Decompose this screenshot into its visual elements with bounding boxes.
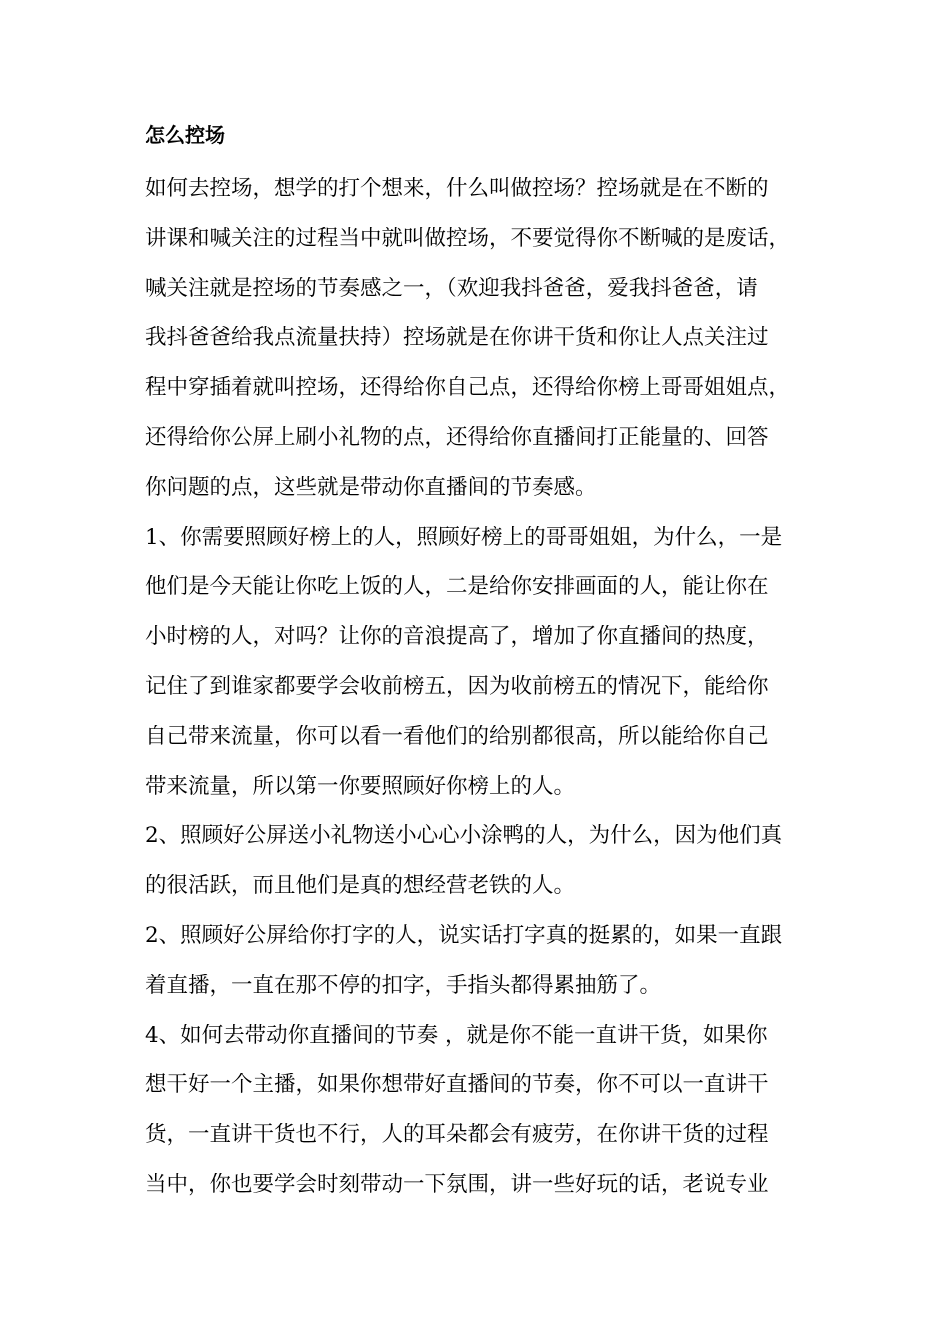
text-line: 程中穿插着就叫控场，还得给你自己点，还得给你榜上哥哥姐姐点， <box>145 376 791 401</box>
document-body <box>145 177 835 1223</box>
text-line: 2、照顾好公屏给你打字的人，说实话打字真的挺累的，如果一直跟 <box>145 923 783 948</box>
text-line: 2、照顾好公屏送小礼物送小心心小涂鸭的人，为什么，因为他们真 <box>145 824 783 849</box>
text-line: 着直播，一直在那不停的扣字，手指头都得累抽筋了。 <box>145 973 662 998</box>
text-line: 的很活跃，而且他们是真的想经营老铁的人。 <box>145 874 576 899</box>
text-line: 1、你需要照顾好榜上的人，照顾好榜上的哥哥姐姐，为什么，一是 <box>145 525 783 550</box>
text-line: 他们是今天能让你吃上饭的人，二是给你安排画面的人，能让你在 <box>145 575 769 600</box>
text-line: 货，一直讲干货也不行，人的耳朵都会有疲劳，在你讲干货的过程 <box>145 1123 769 1148</box>
text-line: 你问题的点，这些就是带动你直播间的节奏感。 <box>145 475 597 500</box>
text-line: 喊关注就是控场的节奏感之一，（欢迎我抖爸爸，爱我抖爸爸，请 <box>145 276 758 301</box>
text-line: 4、如何去带动你直播间的节奏 ，就是你不能一直讲干货，如果你 <box>145 1023 768 1048</box>
document-title: 怎么控场 <box>145 123 225 147</box>
text-line: 想干好一个主播，如果你想带好直播间的节奏，你不可以一直讲干 <box>145 1073 769 1098</box>
text-line: 如何去控场，想学的打个想来，什么叫做控场？控场就是在不断的 <box>145 177 769 201</box>
text-line: 还得给你公屏上刷小礼物的点，还得给你直播间打正能量的、回答 <box>145 425 769 450</box>
text-line: 小时榜的人，对吗？让你的音浪提高了，增加了你直播间的热度， <box>145 625 769 650</box>
text-line: 自己带来流量，你可以看一看他们的给别都很高，所以能给你自己 <box>145 724 769 749</box>
text-line: 记住了到谁家都要学会收前榜五，因为收前榜五的情况下，能给你 <box>145 674 769 699</box>
document-page <box>145 123 835 1223</box>
text-line: 当中，你也要学会时刻带动一下氛围，讲一些好玩的话，老说专业 <box>145 1172 769 1197</box>
text-line: 带来流量，所以第一你要照顾好你榜上的人。 <box>145 774 576 799</box>
text-line: 我抖爸爸给我点流量扶持）控场就是在你讲干货和你让人点关注过 <box>145 326 769 351</box>
text-line: 讲课和喊关注的过程当中就叫做控场，不要觉得你不断喊的是废话， <box>145 226 791 251</box>
